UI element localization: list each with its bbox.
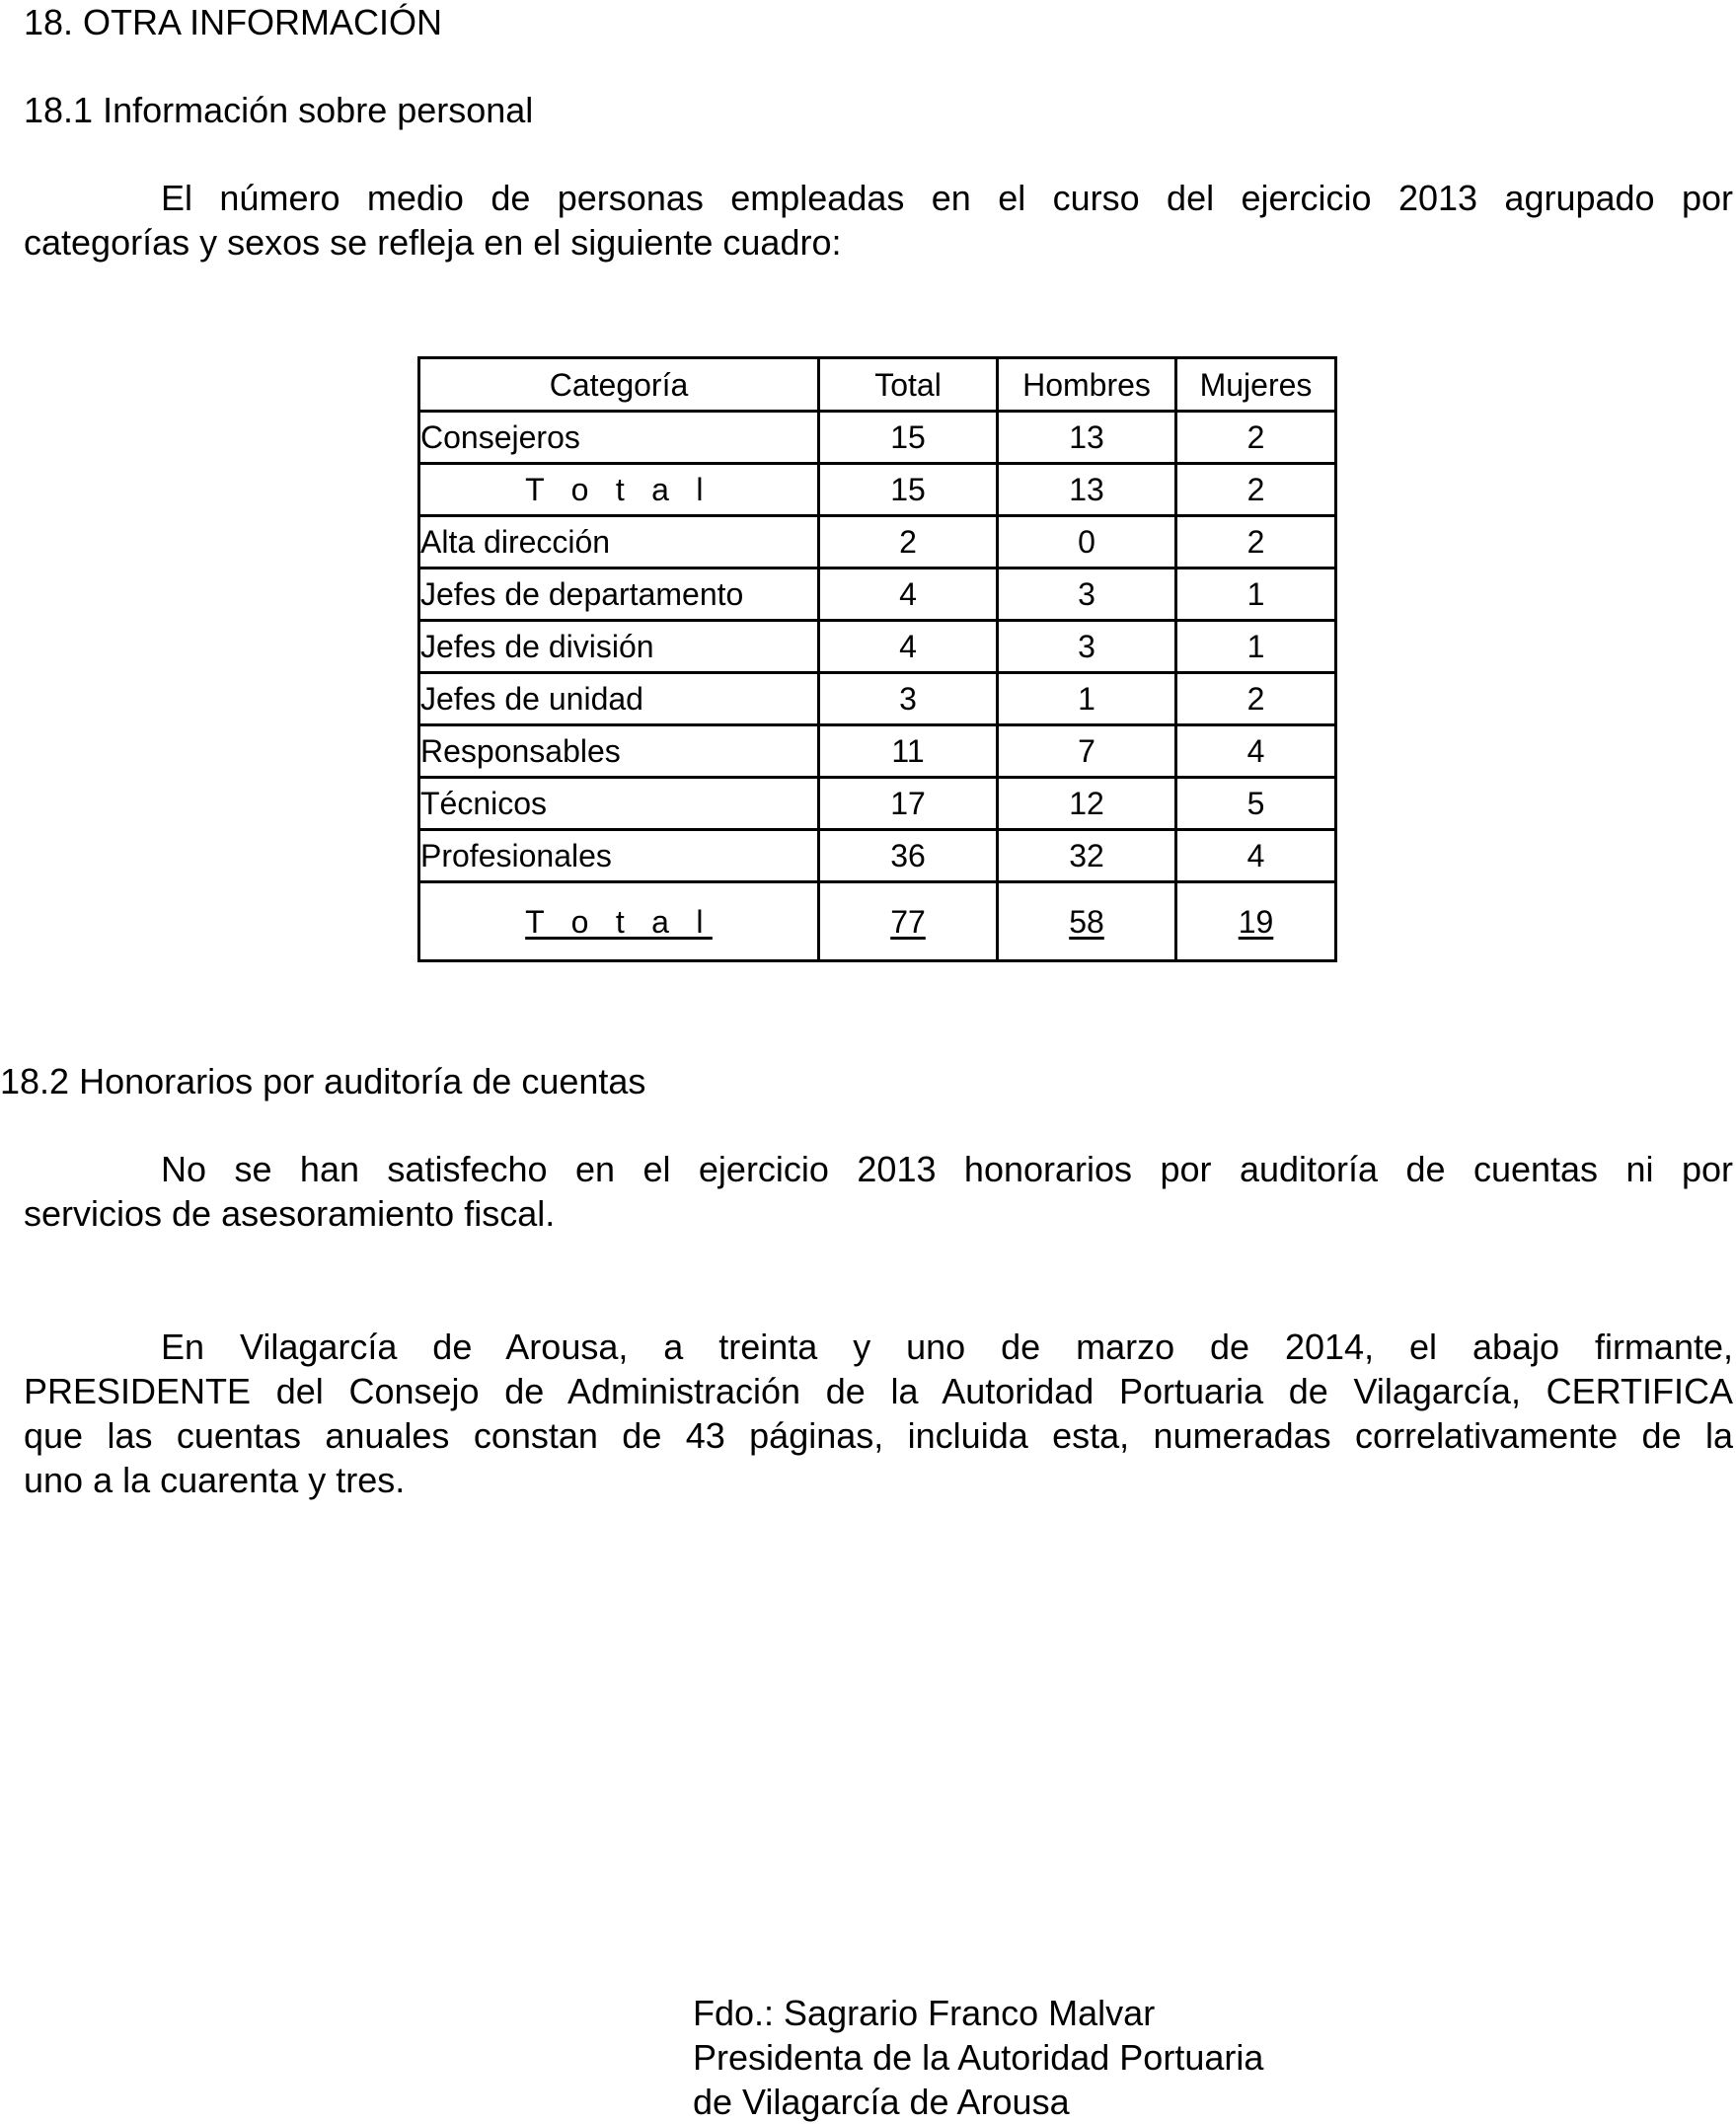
table-row <box>419 725 1336 778</box>
personal-intro <box>24 176 1733 265</box>
cell-mujeres: 4 <box>1176 830 1336 882</box>
table-row <box>419 778 1336 830</box>
cell-categoria: Jefes de unidad <box>419 673 819 725</box>
cell-hombres: 7 <box>998 725 1176 778</box>
honorarios-line-2: servicios de asesoramiento fiscal. <box>24 1193 556 1234</box>
cell-mujeres: 2 <box>1176 464 1336 516</box>
cell-categoria: Responsables <box>419 725 819 778</box>
cell-mujeres: 1 <box>1176 621 1336 673</box>
signature-name: Fdo.: Sagrario Franco Malvar <box>693 1993 1156 2033</box>
table-row <box>419 673 1336 725</box>
cell-hombres: 3 <box>998 569 1176 621</box>
signature-organization: de Vilagarcía de Arousa <box>693 2082 1070 2122</box>
table-row-subtotal <box>419 464 1336 516</box>
certificacion-line-4: uno a la cuarenta y tres. <box>24 1460 406 1500</box>
cell-mujeres <box>1176 882 1336 961</box>
header-mujeres: Mujeres <box>1176 358 1336 412</box>
table-row-grand-total <box>419 882 1336 961</box>
table-header-row <box>419 358 1336 412</box>
cell-hombres: 13 <box>998 412 1176 464</box>
table-row <box>419 412 1336 464</box>
header-total: Total <box>819 358 998 412</box>
grand-total-hombres: 58 <box>1069 903 1104 940</box>
cell-categoria <box>419 882 819 961</box>
staff-table <box>417 356 1337 962</box>
cell-mujeres: 4 <box>1176 725 1336 778</box>
grand-total-total: 77 <box>890 903 926 940</box>
cell-mujeres: 2 <box>1176 412 1336 464</box>
honorarios-text <box>24 1147 1733 1236</box>
cell-hombres: 13 <box>998 464 1176 516</box>
certificacion-text <box>24 1325 1733 1502</box>
table-row <box>419 569 1336 621</box>
cell-hombres: 12 <box>998 778 1176 830</box>
cell-mujeres: 2 <box>1176 673 1336 725</box>
grand-total-mujeres: 19 <box>1238 903 1274 940</box>
table-row <box>419 830 1336 882</box>
cell-categoria: Profesionales <box>419 830 819 882</box>
intro-line-1: El número medio de personas empleadas en el curso del ejercicio 2013 agrupado por <box>161 178 1733 218</box>
cell-total <box>819 882 998 961</box>
signature-block <box>693 1991 1263 2124</box>
header-categoria: Categoría <box>419 358 819 412</box>
cell-categoria: Alta dirección <box>419 516 819 569</box>
cell-total: 36 <box>819 830 998 882</box>
cell-total: 15 <box>819 412 998 464</box>
cell-hombres: 0 <box>998 516 1176 569</box>
table-row <box>419 516 1336 569</box>
cell-total: 4 <box>819 569 998 621</box>
cell-total: 17 <box>819 778 998 830</box>
intro-line-2: categorías y sexos se refleja en el siguiente cuadro: <box>24 222 842 263</box>
cell-total: 15 <box>819 464 998 516</box>
cell-mujeres: 2 <box>1176 516 1336 569</box>
cell-mujeres: 1 <box>1176 569 1336 621</box>
grand-total-label: T o t a l <box>525 903 713 940</box>
header-hombres: Hombres <box>998 358 1176 412</box>
cell-hombres: 3 <box>998 621 1176 673</box>
honorarios-line-1: No se han satisfecho en el ejercicio 2013 honorarios por auditoría de cuentas ni por <box>161 1149 1733 1189</box>
certificacion-line-1: En Vilagarcía de Arousa, a treinta y uno de marzo de 2014, el abajo firmante, <box>161 1327 1733 1367</box>
cell-hombres <box>998 882 1176 961</box>
cell-mujeres: 5 <box>1176 778 1336 830</box>
signature-title: Presidenta de la Autoridad Portuaria <box>693 2037 1264 2078</box>
cell-total: 11 <box>819 725 998 778</box>
certificacion-line-2: PRESIDENTE del Consejo de Administración de la Autoridad Portuaria de Vilagarcía, CERTIFICA <box>24 1371 1733 1411</box>
honorarios-heading: 18.2 Honorarios por auditoría de cuentas <box>0 1061 646 1101</box>
section-heading: 18. OTRA INFORMACIÓN <box>24 2 443 42</box>
cell-hombres: 1 <box>998 673 1176 725</box>
table-row <box>419 621 1336 673</box>
cell-hombres: 32 <box>998 830 1176 882</box>
certificacion-line-3: que las cuentas anuales constan de 43 páginas, incluida esta, numeradas correlativamente de la <box>24 1415 1733 1456</box>
personal-heading: 18.1 Información sobre personal <box>24 90 534 130</box>
cell-categoria: Jefes de división <box>419 621 819 673</box>
cell-categoria: Jefes de departamento <box>419 569 819 621</box>
cell-total: 2 <box>819 516 998 569</box>
cell-total: 4 <box>819 621 998 673</box>
cell-categoria: T o t a l <box>419 464 819 516</box>
cell-categoria: Técnicos <box>419 778 819 830</box>
cell-categoria: Consejeros <box>419 412 819 464</box>
cell-total: 3 <box>819 673 998 725</box>
